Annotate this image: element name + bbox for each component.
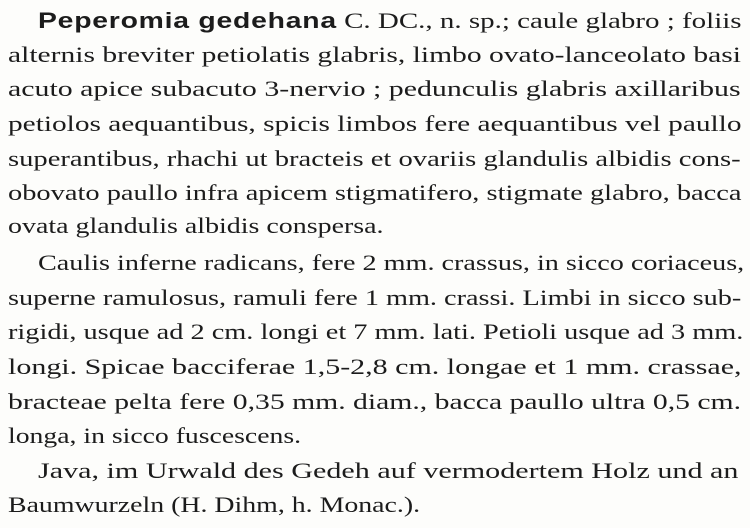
text-line: petiolos aequantibus, spicis limbos fere aequantibus vel paullo [8, 111, 742, 136]
text-line: superne ramulosus, ramuli fere 1 mm. crassi. Limbi in sicco sub- [8, 285, 742, 310]
text-line: bracteae pelta fere 0,35 mm. diam., bacca paullo ultra 0,5 cm. [8, 389, 742, 414]
text-line: alternis breviter petiolatis glabris, limbo ovato-lanceolato basi [8, 42, 741, 67]
species-name: Peperomia gedehana [38, 8, 337, 33]
text-line: acuto apice subacuto 3-nervio ; pedunculis glabris axillaribus [8, 76, 741, 101]
text-line: longa, in sicco fuscescens. [8, 423, 302, 448]
text-line: rigidi, usque ad 2 cm. longi et 7 mm. lati. Petioli usque ad 3 mm. [8, 319, 744, 344]
text-line [38, 10, 742, 33]
text-line: superantibus, rhachi ut bracteis et ovariis glandulis albidis cons- [8, 146, 741, 171]
text-line: Java, im Urwald des Gedeh auf vermodertem Holz und an [38, 458, 739, 483]
text-line: ovata glandulis albidis conspersa. [8, 213, 384, 238]
text-line: Baumwurzeln (H. Dihm, h. Monac.). [8, 492, 421, 517]
text-segment: C. DC., n. sp.; caule glabro ; foliis [336, 8, 742, 33]
text-line: longi. Spicae bacciferae 1,5-2,8 cm. longae et 1 mm. crassae, [8, 354, 742, 379]
text-line: obovato paullo infra apicem stigmatifero, stigmate glabro, bacca [8, 180, 742, 205]
text-line: Caulis inferne radicans, fere 2 mm. crassus, in sicco coriaceus, [38, 250, 745, 275]
